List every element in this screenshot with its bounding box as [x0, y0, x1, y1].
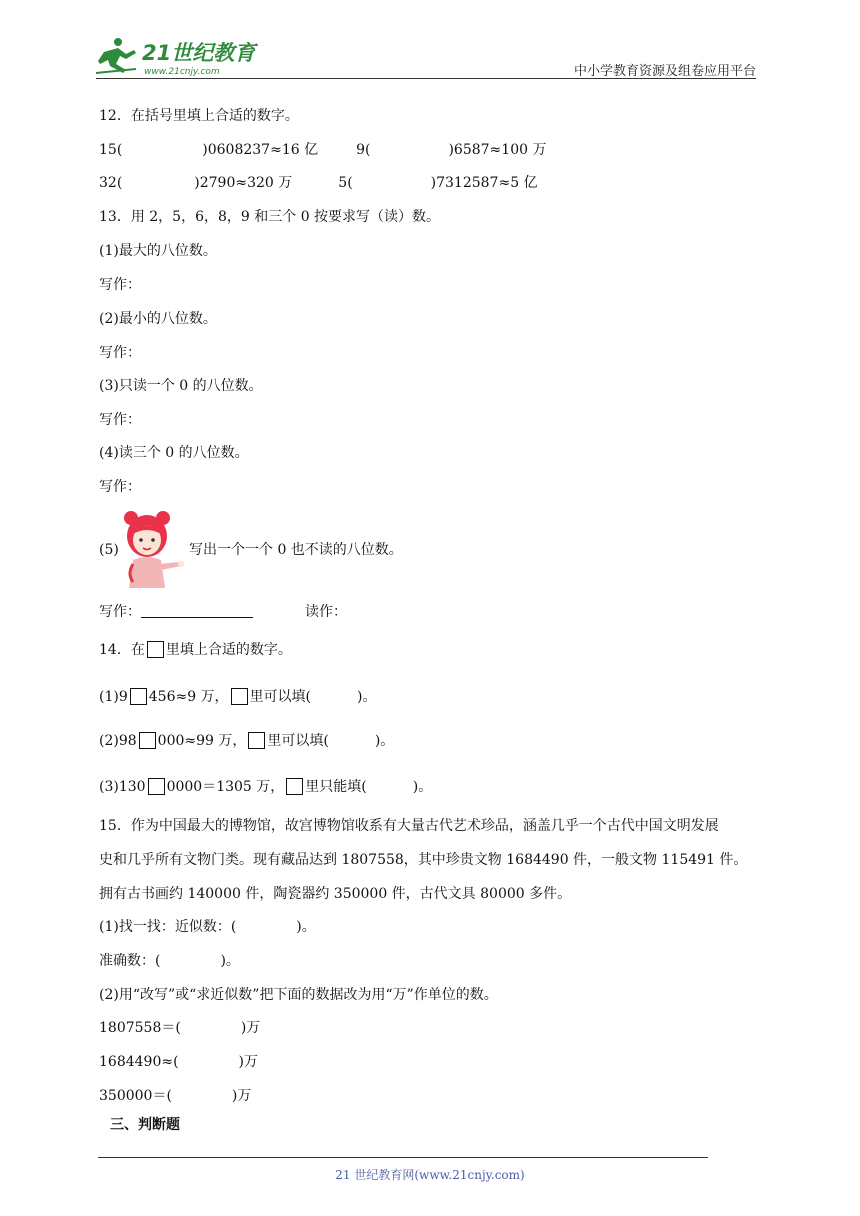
q14-1-post: 里可以填( [249, 689, 312, 705]
q12-r1a-prefix: 15( [99, 142, 123, 158]
q14-part1 [99, 687, 377, 707]
q13-write5 [99, 602, 347, 622]
q13-write4: 写作： [99, 479, 141, 495]
q13-part4: (4)读三个 0 的八位数。 [99, 445, 249, 461]
q12-r2b-suffix: )7312587≈5 亿 [430, 175, 538, 191]
answer-box [130, 688, 147, 705]
girl-illustration [119, 508, 187, 590]
q12-title: 12．在括号里填上合适的数字。 [99, 108, 299, 124]
q13-write2: 写作： [99, 345, 141, 361]
q14-2-end: )。 [374, 733, 395, 749]
q15-row3 [99, 1086, 251, 1106]
q15-1b-end: )。 [220, 953, 240, 969]
q14-3-pre: (3)130 [99, 779, 146, 795]
footer-divider [98, 1157, 708, 1158]
section-heading-judgement: 三、判断题 [110, 1117, 180, 1133]
q15-part2: (2)用“改写”或“求近似数”把下面的数据改为用“万”作单位的数。 [99, 987, 498, 1003]
q15-row1 [99, 1018, 260, 1038]
q12-row1 [99, 140, 546, 160]
q15-para-line2: 史和几乎所有文物门类。现有藏品达到 1807558，其中珍贵文物 1684490 件，一般文物 115491 件。 [99, 852, 748, 868]
answer-box [248, 732, 265, 749]
q14-1-pre: (1)9 [99, 689, 128, 705]
answer-box [286, 778, 303, 795]
site-logo [96, 34, 266, 78]
q15-1-pre: (1)找一找：近似数：( [99, 919, 237, 935]
q15-part1 [99, 917, 316, 937]
q12-r1a-suffix: )0608237≈16 亿 [202, 142, 319, 158]
q12-row2 [99, 173, 538, 193]
q15-row2 [99, 1052, 258, 1072]
answer-box [148, 778, 165, 795]
q14-3-mid: 0000＝1305 万， [166, 779, 285, 795]
q14-2-post: 里可以填( [267, 733, 329, 749]
answer-box [147, 641, 164, 658]
q13-part1: (1)最大的八位数。 [99, 243, 217, 259]
q13-part5-number: (5) [99, 542, 119, 558]
q15-1-end: )。 [296, 919, 316, 935]
q15-r3-pre: 350000＝( [99, 1088, 172, 1104]
q15-r3-end: )万 [231, 1088, 252, 1104]
q14-1-end: )。 [357, 689, 377, 705]
q12-r1b-suffix: )6587≈100 万 [448, 142, 547, 158]
footer-source: 21 世纪教育网(www.21cnjy.com) [335, 1168, 525, 1182]
q13-title: 13．用 2，5，6，8，9 和三个 0 按要求写（读）数。 [99, 209, 441, 225]
answer-box [139, 732, 156, 749]
q14-title-post: 里填上合适的数字。 [165, 642, 292, 658]
q14-3-end: )。 [412, 779, 433, 795]
q14-title-pre: 14．在 [99, 642, 145, 658]
q15-r2-end: )万 [238, 1054, 259, 1070]
q15-para-line1: 15．作为中国最大的博物馆，故宫博物馆收系有大量古代艺术珍品，涵盖几乎一个古代中国文明发展 [99, 818, 719, 834]
q13-write1: 写作： [99, 277, 141, 293]
q14-1-mid: 456≈9 万， [148, 689, 229, 705]
q14-title [99, 640, 292, 660]
logo-text: 21世纪教育 [142, 41, 256, 65]
q15-r2-pre: 1684490≈( [99, 1054, 179, 1070]
q13-write5-label: 写作： [99, 604, 141, 620]
q13-part3: (3)只读一个 0 的八位数。 [99, 378, 263, 394]
answer-underline [141, 603, 253, 618]
q14-3-post: 里只能填( [305, 779, 367, 795]
q12-r2b-prefix: 5( [338, 175, 353, 191]
q13-part5-text: 写出一个一个 0 也不读的八位数。 [189, 542, 403, 558]
answer-box [231, 688, 248, 705]
q15-para-line3: 拥有古书画约 140000 件，陶瓷器约 350000 件，古代文具 80000 多件。 [99, 886, 572, 902]
q12-r2a-suffix: )2790≈320 万 [194, 175, 293, 191]
q12-r2a-prefix: 32( [99, 175, 123, 191]
header-divider [96, 78, 756, 79]
q14-part2 [99, 731, 394, 751]
q14-2-pre: (2)98 [99, 733, 137, 749]
q15-r1-end: )万 [240, 1020, 261, 1036]
q13-write3: 写作： [99, 412, 141, 428]
q15-part1b [99, 951, 240, 971]
q15-1b-pre: 准确数：( [99, 953, 161, 969]
q15-r1-pre: 1807558＝( [99, 1020, 181, 1036]
q14-2-mid: 000≈99 万， [157, 733, 247, 749]
logo-url: www.21cnjy.com [144, 67, 220, 77]
q13-read5-label: 读作： [305, 604, 347, 620]
q14-part3 [99, 777, 432, 797]
header-platform-name: 中小学教育资源及组卷应用平台 [573, 64, 756, 79]
q13-part2: (2)最小的八位数。 [99, 311, 217, 327]
q12-r1b-prefix: 9( [356, 142, 371, 158]
